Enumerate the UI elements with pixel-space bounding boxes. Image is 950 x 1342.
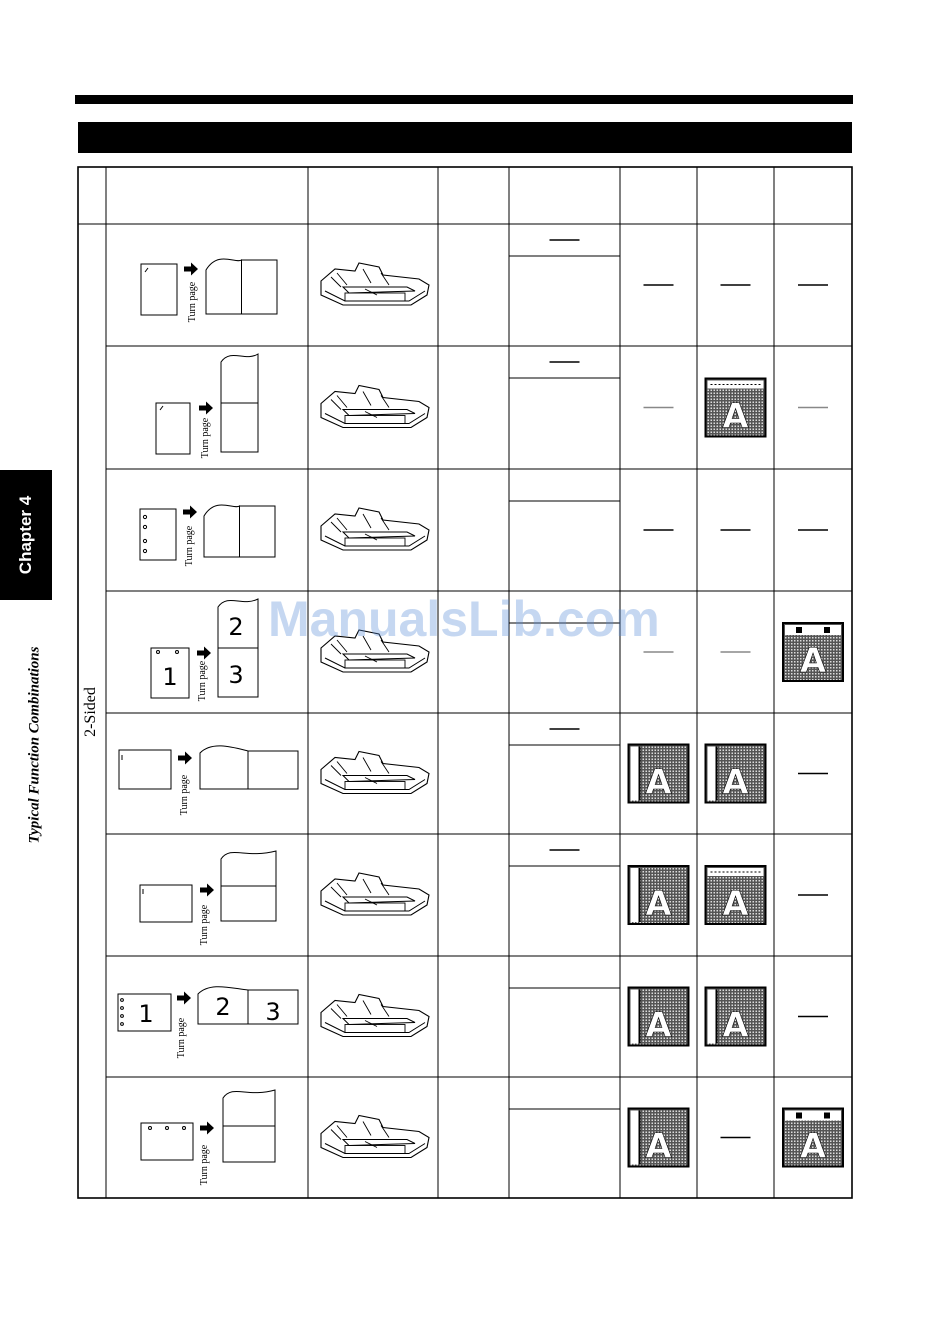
table-row [141, 240, 828, 322]
arrow-icon [178, 752, 192, 765]
letter-a-sample-icon [705, 378, 767, 438]
sample-letter: A [722, 884, 749, 924]
turn-page-label: Turn page [199, 1144, 210, 1186]
letter-a-sample-icon [628, 1108, 690, 1168]
arrow-icon [200, 1122, 214, 1135]
turn-page-label: Turn page [187, 281, 198, 323]
sample-letter: A [645, 762, 672, 803]
lower-page [221, 403, 258, 452]
copier-adf-icon [321, 873, 429, 915]
table-row [118, 987, 828, 1059]
sample-letter: A [645, 884, 672, 924]
lower-page [223, 1126, 275, 1162]
flat-page [242, 260, 278, 314]
letter-a-sample-icon [628, 865, 690, 925]
arrow-icon [183, 506, 197, 519]
arrow-icon [197, 647, 211, 660]
original-sheet [156, 403, 190, 454]
copier-adf-icon [321, 630, 429, 672]
sample-letter: A [799, 1126, 827, 1167]
page-number: 3 [265, 998, 281, 1026]
open-page [200, 746, 248, 789]
letter-a-sample-icon [782, 1108, 844, 1168]
page-number: 1 [138, 1000, 154, 1028]
open-page [204, 505, 240, 557]
section-label-2-sided: 2-Sided [82, 687, 99, 737]
page-number: 3 [228, 661, 244, 689]
upper-page [221, 354, 258, 403]
copier-adf-icon [321, 995, 429, 1037]
table-row [140, 501, 828, 566]
copier-adf-icon [321, 1116, 429, 1158]
table-row [151, 599, 844, 701]
page-number: 1 [162, 663, 178, 691]
upper-page [221, 851, 276, 886]
flat-page [240, 506, 276, 557]
letter-a-sample-icon [628, 987, 690, 1047]
side-title: Typical Function Combinations [26, 646, 43, 844]
sample-letter: A [799, 641, 827, 681]
arrow-icon [184, 263, 198, 276]
sample-letter: A [722, 1005, 749, 1046]
arrow-icon [199, 402, 213, 415]
table-row [141, 1090, 844, 1185]
table-row [156, 354, 828, 458]
copier-adf-icon [321, 263, 429, 305]
letter-a-sample-icon [782, 622, 844, 682]
flat-page [248, 751, 298, 789]
table-row [140, 850, 828, 945]
arrow-icon [177, 992, 191, 1005]
copier-adf-icon [321, 386, 429, 428]
copier-adf-icon [321, 508, 429, 550]
letter-a-sample-icon [705, 987, 767, 1047]
turn-page-label: Turn page [197, 660, 208, 702]
watermark: ManualsLib.com [268, 591, 660, 647]
lower-page [221, 886, 276, 921]
upper-page [223, 1090, 275, 1126]
chapter-tab-label: Chapter 4 [16, 495, 35, 575]
turn-page-label: Turn page [179, 774, 190, 816]
sample-letter: A [645, 1126, 672, 1167]
copier-adf-icon [321, 752, 429, 794]
letter-a-sample-icon [705, 865, 767, 925]
letter-a-sample-icon [705, 744, 767, 804]
original-sheet [119, 750, 171, 789]
page-number: 2 [215, 993, 231, 1021]
arrow-icon [200, 884, 214, 897]
sample-letter: A [722, 762, 749, 803]
original-sheet [141, 264, 177, 315]
page-number: 2 [228, 613, 244, 641]
letter-a-sample-icon [628, 744, 690, 804]
sample-letter: A [722, 396, 749, 437]
open-page [206, 259, 242, 314]
turn-page-label: Turn page [184, 525, 195, 567]
turn-page-label: Turn page [176, 1017, 187, 1059]
sample-letter: A [645, 1005, 672, 1046]
turn-page-label: Turn page [200, 417, 211, 459]
table-row [119, 729, 828, 815]
turn-page-label: Turn page [199, 904, 210, 946]
original-sheet [140, 885, 192, 922]
